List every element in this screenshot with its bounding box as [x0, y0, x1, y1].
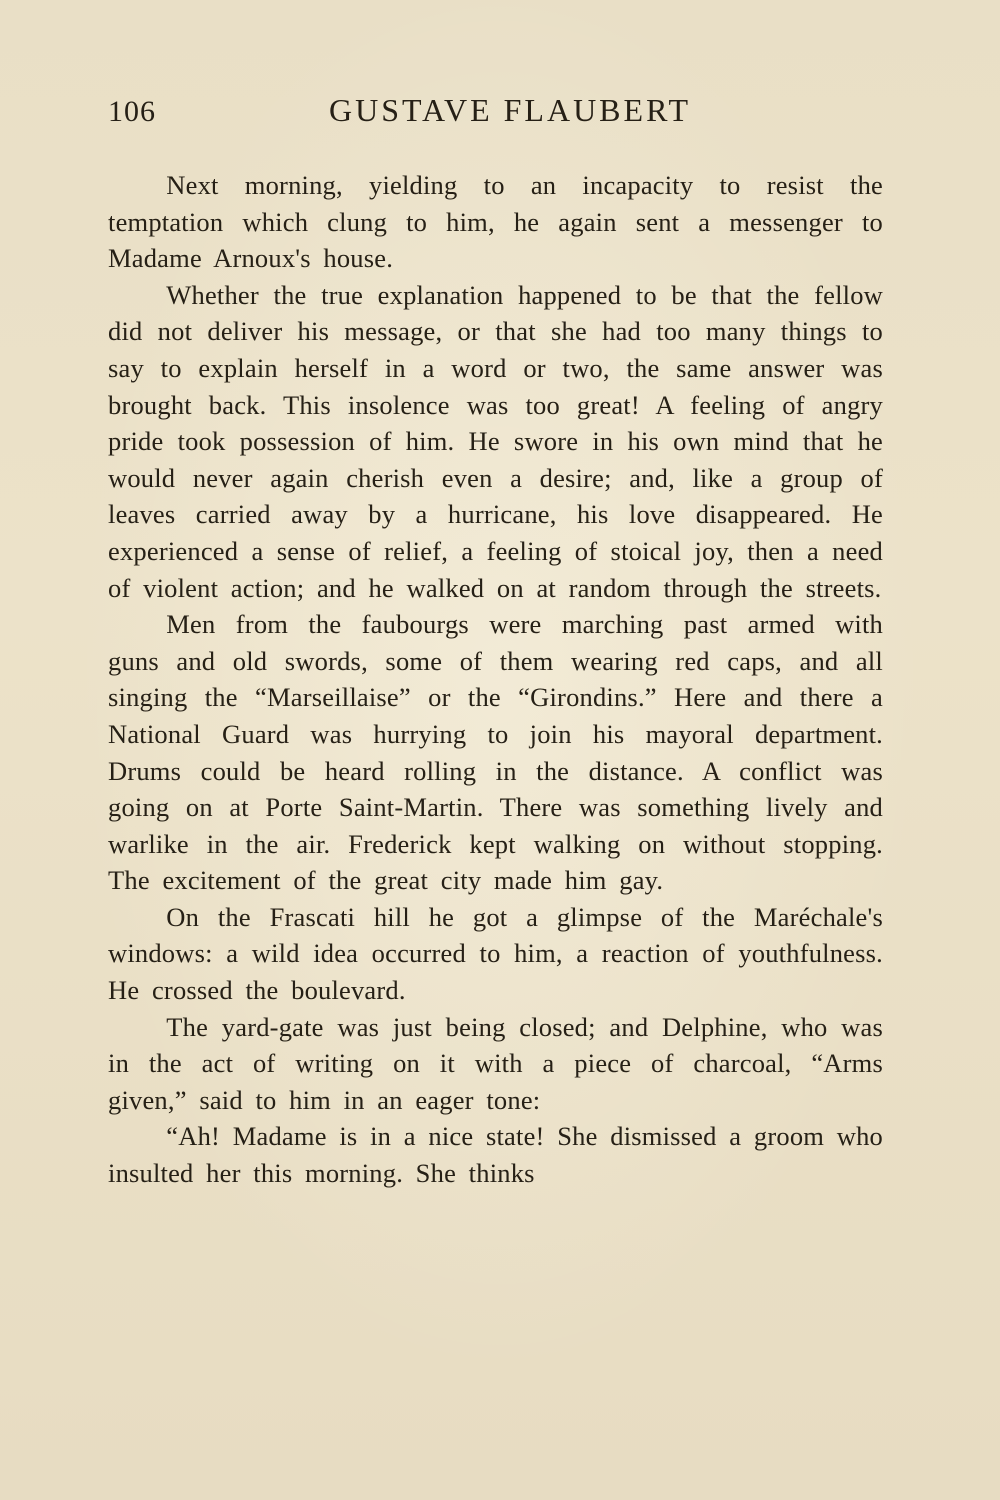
paragraph: On the Frascati hill he got a glimpse of the Maréchale's windows: a wild idea occurred to him, a reaction of youthfulness. He crossed the boulevard. — [108, 901, 883, 1006]
paragraph: “Ah! Madame is in a nice state! She dismissed a groom who insulted her this morning. She thinks — [108, 1121, 883, 1189]
page-header — [108, 92, 882, 129]
body-text — [108, 167, 883, 1192]
paragraph: Next morning, yielding to an incapacity to resist the temptation which clung to him, he again sent a messenger to Madame Arnoux's house. — [108, 170, 883, 274]
page-number: 106 — [108, 95, 156, 128]
running-header: GUSTAVE FLAUBERT — [328, 92, 692, 128]
paragraph: Whether the true explanation happened to be that the fellow did not deliver his message, or that she had too many things to say to explain herself in a word or two, the same answer was brought back. This insolence was too great! A feeling of angry pride took possession of him. He swore in his own mind that he would never again cherish even a desire; and, like a group of leaves carried away by a hurricane, his love disappeared. He experienced a sense of relief, a feeling of stoical joy, then a need of violent action; and he walked on at random through the streets. — [108, 279, 883, 603]
paragraph: The yard-gate was just being closed; and Delphine, who was in the act of writing on it with a piece of charcoal, “Arms given,” said to him in an eager tone: — [108, 1011, 883, 1115]
paragraph: Men from the faubourgs were marching past armed with guns and old swords, some of them wearing red caps, and all singing the “Marseillaise” or the “Girondins.” Here and there a National Guard was hurrying to join his mayoral department. Drums could be heard rolling in the distance. A conflict was going on at Porte Saint-Martin. There was something lively and warlike in the air. Frederick kept walking on without stopping. The excitement of the great city made him gay. — [108, 609, 883, 896]
